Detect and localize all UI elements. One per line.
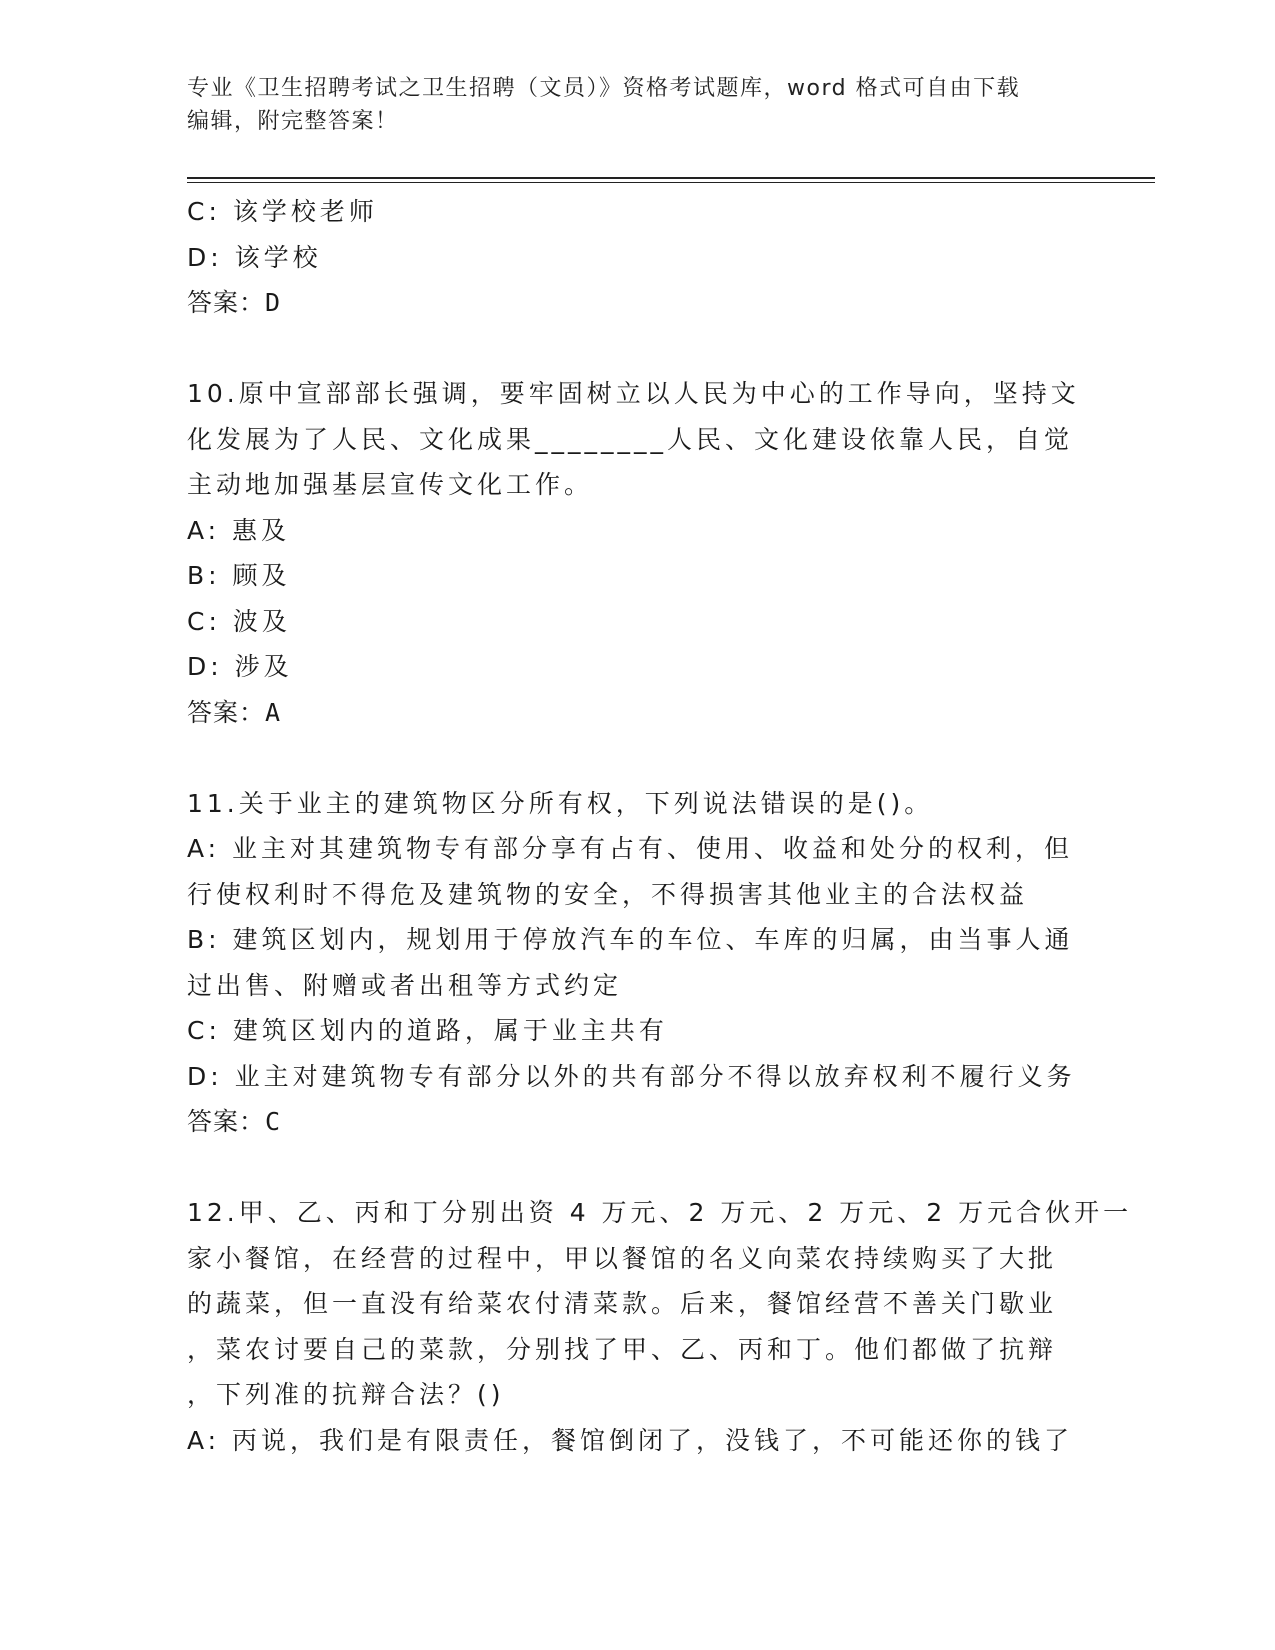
option-a: A: 丙说，我们是有限责任，餐馆倒闭了，没钱了，不可能还你的钱了 — [187, 1425, 1074, 1455]
document-header — [187, 72, 1087, 138]
option-d: D: 该学校 — [187, 242, 322, 272]
option-b-continued: 过出售、附赠或者出租等方式约定 — [187, 970, 623, 1000]
option-c: C: 建筑区划内的道路，属于业主共有 — [187, 1016, 668, 1045]
spacer — [187, 735, 1092, 781]
question-text-line: 10.原中宣部部长强调，要牢固树立以人民为中心的工作导向，坚持文 — [187, 379, 1080, 408]
question-text-line: 化发展为了人民、文化成果________人民、文化建设依靠人民，自觉 — [187, 424, 1074, 454]
answer: 答案：C — [187, 1107, 282, 1136]
answer: 答案：A — [187, 697, 282, 727]
question-text-line: ，菜农讨要自己的菜款，分别找了甲、乙、丙和丁。他们都做了抗辩 — [187, 1334, 1058, 1364]
option-a: A: 业主对其建筑物专有部分享有占有、使用、收益和处分的权利，但 — [187, 834, 1074, 863]
header-line-2: 编辑，附完整答案！ — [187, 109, 399, 134]
question-text-line: 的蔬菜，但一直没有给菜农付清菜款。后来，餐馆经营不善关门歇业 — [187, 1289, 1058, 1318]
option-b: B: 顾及 — [187, 561, 291, 590]
question-10 — [187, 371, 1092, 735]
option-d: D: 涉及 — [187, 652, 293, 681]
option-b: B: 建筑区划内，规划用于停放汽车的车位、车库的归属，由当事人通 — [187, 925, 1074, 954]
question-text-line: 家小餐馆，在经营的过程中，甲以餐馆的名义向菜农持续购买了大批 — [187, 1243, 1058, 1273]
header-divider-thin — [187, 182, 1155, 183]
question-text-line: 11.关于业主的建筑物区分所有权，下列说法错误的是()。 — [187, 788, 934, 818]
option-c: C: 该学校老师 — [187, 197, 378, 226]
spacer — [187, 326, 1092, 372]
option-a-continued: 行使权利时不得危及建筑物的安全，不得损害其他业主的合法权益 — [187, 879, 1029, 909]
document-body — [187, 189, 1133, 1463]
question-text-line: 主动地加强基层宣传文化工作。 — [187, 470, 594, 499]
spacer — [187, 1145, 1092, 1191]
question-9-tail — [187, 189, 1092, 326]
question-text-line: ，下列准的抗辩合法？() — [187, 1380, 505, 1409]
question-text-line: 12.甲、乙、丙和丁分别出资 4 万元、2 万元、2 万元、2 万元合伙开一 — [187, 1198, 1133, 1227]
option-a: A: 惠及 — [187, 515, 291, 545]
question-12 — [187, 1190, 1133, 1463]
option-c: C: 波及 — [187, 606, 291, 636]
header-line-1: 专业《卫生招聘考试之卫生招聘（文员）》资格考试题库，word 格式可自由下载 — [187, 76, 1021, 101]
option-d: D: 业主对建筑物专有部分以外的共有部分不得以放弃权利不履行义务 — [187, 1061, 1076, 1091]
answer: 答案：D — [187, 288, 282, 317]
header-divider-thick — [187, 177, 1155, 179]
question-11 — [187, 781, 1092, 1145]
